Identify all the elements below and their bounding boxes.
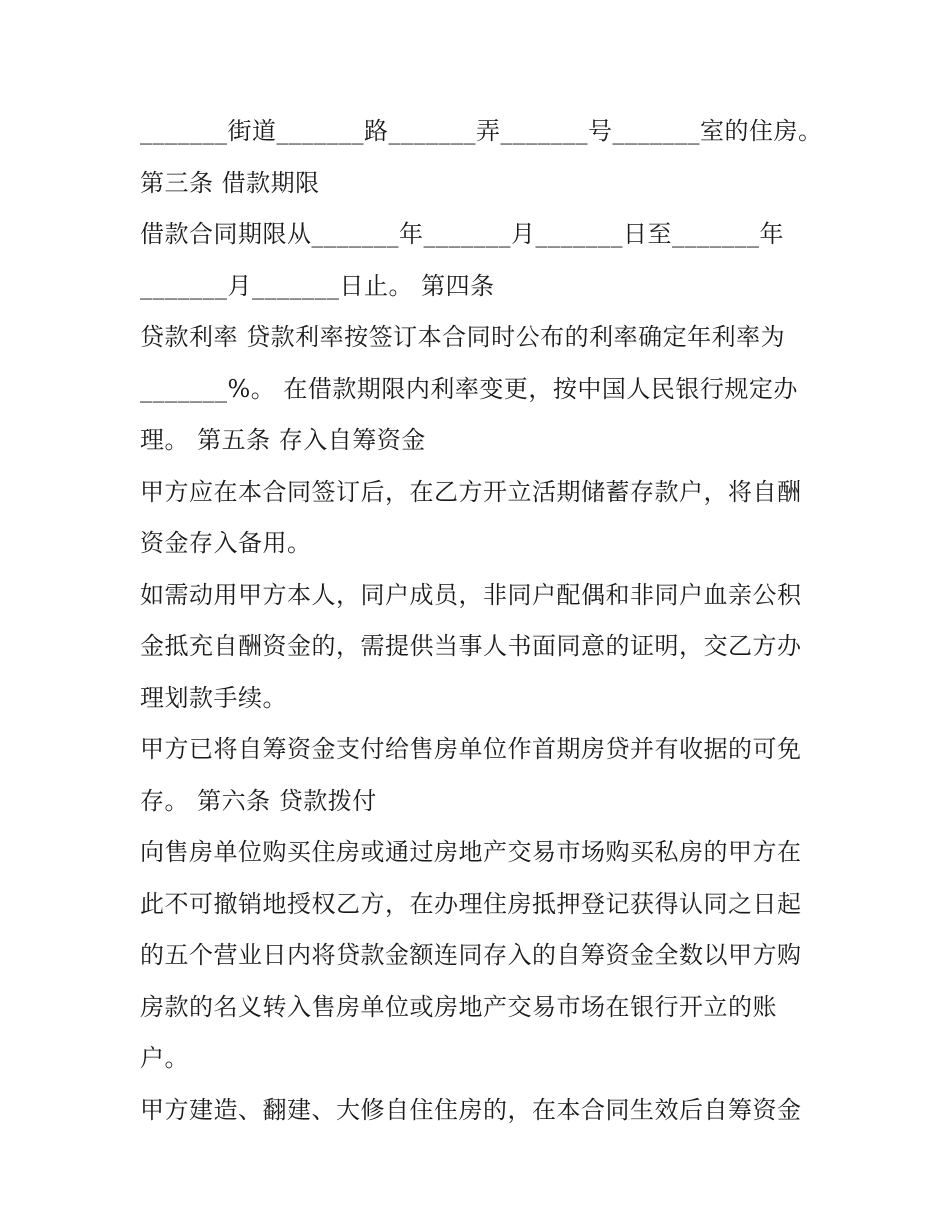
text-line: 借款合同期限从_______年_______月_______日至_______年 — [140, 220, 784, 248]
text-line: 户。 — [140, 1044, 189, 1072]
text-line: 房款的名义转入售房单位或房地产交易市场在银行开立的账 — [140, 992, 777, 1021]
text-line: _______月_______日止。 第四条 — [140, 271, 495, 300]
text-line: 甲方应在本合同签订后，在乙方开立活期储蓄存款户，将自酬 — [140, 477, 802, 506]
text-line: 向售房单位购买住房或通过房地产交易市场购买私房的甲方在 — [140, 838, 802, 866]
text-line: _______%。 在借款期限内利率变更，按中国人民银行规定办 — [140, 374, 798, 403]
text-line: 贷款利率 贷款利率按签订本合同时公布的利率确定年利率为 — [140, 323, 786, 351]
text-line: 资金存入备用。 — [140, 529, 312, 557]
contract-body — [140, 106, 823, 1136]
text-line: 理。 第五条 存入自筹资金 — [140, 426, 426, 454]
text-line: 理划款手续。 — [140, 683, 287, 712]
text-line: 金抵充自酬资金的，需提供当事人书面同意的证明，交乙方办 — [140, 632, 802, 660]
text-line: 存。 第六条 贷款拨付 — [140, 786, 377, 815]
text-line: 甲方已将自筹资金支付给售房单位作首期房贷并有收据的可免 — [140, 735, 802, 763]
text-line: 甲方建造、翻建、大修自住住房的，在本合同生效后自筹资金 — [140, 1095, 802, 1124]
text-line: 此不可撤销地授权乙方，在办理住房抵押登记获得认同之日起 — [140, 889, 802, 918]
text-line: 的五个营业日内将贷款金额连同存入的自筹资金全数以甲方购 — [140, 941, 802, 969]
text-line: 如需动用甲方本人，同户成员，非同户配偶和非同户血亲公积 — [140, 580, 802, 609]
article-heading: 第三条 借款期限 — [140, 168, 320, 197]
text-line: _______街道_______路_______弄_______号_______室的住房。 — [140, 117, 823, 145]
